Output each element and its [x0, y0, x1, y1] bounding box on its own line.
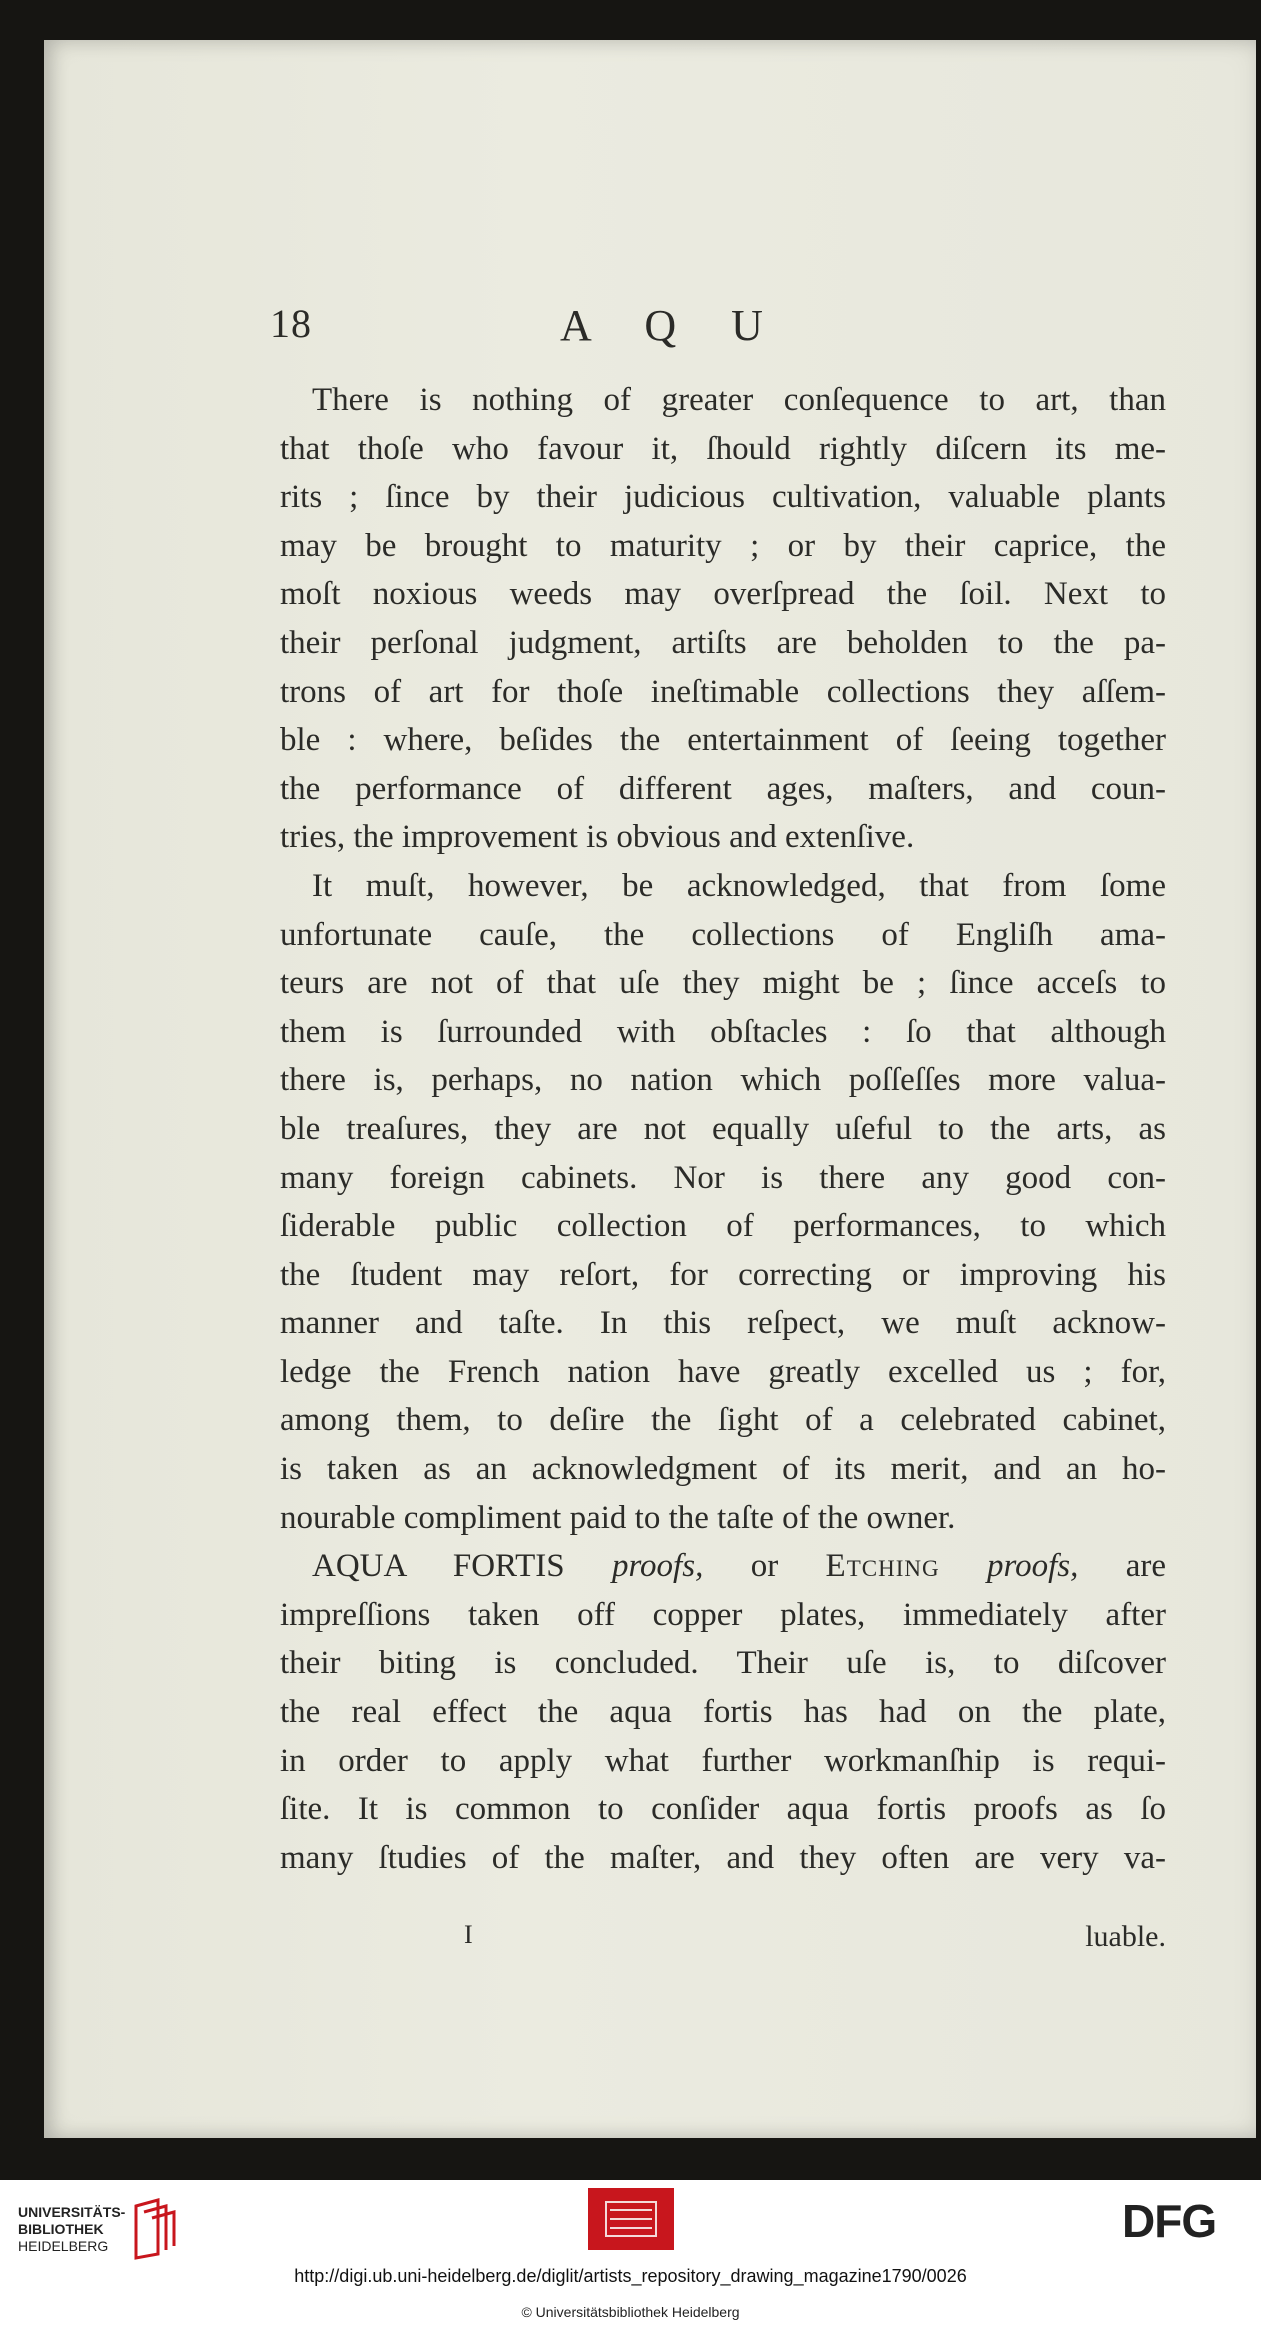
viewer-footer: [0, 2180, 1261, 2338]
text-line: nourable compliment paid to the taſte of the owner.: [280, 1499, 956, 1536]
entry-head-line: [280, 1542, 1166, 1591]
text-line: is taken as an acknowledgment of its merit, and an ho-: [280, 1451, 1166, 1488]
page-number: 18: [270, 301, 312, 346]
text-line: trons of art for thoſe ineſtimable collections they aſſem-: [280, 673, 1166, 710]
dfg-logo[interactable]: DFG: [1122, 2195, 1217, 2247]
entry-line-end: are: [1125, 1548, 1166, 1585]
library-logo[interactable]: [18, 2198, 188, 2260]
text-line: the performance of different ages, maſters, and coun-: [280, 770, 1166, 807]
badge-emblem-icon: [600, 2196, 662, 2242]
catchword-row: [280, 1920, 1166, 1960]
text-line: ſite. It is common to conſider aqua fortis proofs as ſo: [280, 1791, 1166, 1828]
library-name-line1: UNIVERSITÄTS-: [18, 2204, 126, 2220]
text-line: there is, perhaps, no nation which poſſeſſes more valua-: [280, 1062, 1166, 1099]
entry-head: AQUA FORTIS: [312, 1548, 565, 1585]
library-name-line2: BIBLIOTHEK: [18, 2221, 104, 2237]
running-head: [270, 300, 1170, 360]
text-line: There is nothing of greater conſequence to art, than: [312, 382, 1166, 418]
text-line: ledge the French nation have greatly excelled us ; for,: [280, 1353, 1166, 1390]
text-line: tries, the improvement is obvious and extenſive.: [280, 819, 915, 856]
source-url-link[interactable]: http://digi.ub.uni-heidelberg.de/diglit/artists_repository_drawing_magazine1790/0026: [294, 2266, 967, 2286]
text-line: many foreign cabinets. Nor is there any good con-: [280, 1159, 1166, 1196]
text-line: teurs are not of that uſe they might be ; ſince acceſs to: [280, 965, 1166, 1002]
entry-or: or: [750, 1548, 779, 1585]
text-line: the ſtudent may reſort, for correcting or improving his: [280, 1256, 1166, 1293]
text-line: them is ſurrounded with obſtacles : ſo that although: [280, 1013, 1166, 1050]
text-line: unfortunate cauſe, the collections of Engliſh ama-: [280, 916, 1166, 953]
library-name: [18, 2204, 125, 2255]
text-line: manner and taſte. In this reſpect, we muſt acknow-: [280, 1305, 1166, 1342]
text-line: ble treaſures, they are not equally uſeful to the arts, as: [280, 1110, 1166, 1147]
text-line: the real effect the aqua fortis has had on the plate,: [280, 1694, 1166, 1731]
text-line: in order to apply what further workmanſhip is requi-: [280, 1742, 1166, 1779]
running-title: A Q U: [560, 301, 785, 350]
text-line: their perſonal judgment, artiſts are beholden to the pa-: [280, 624, 1166, 661]
text-line: many ſtudies of the maſter, and they often are very va-: [280, 1839, 1166, 1876]
body-text: [280, 376, 1166, 1882]
text-line: that thoſe who favour it, ſhould rightly diſcern its me-: [280, 430, 1166, 467]
book-page: [44, 40, 1256, 2138]
text-line: ble : where, beſides the entertainment of ſeeing together: [280, 722, 1166, 759]
project-badge-icon[interactable]: [588, 2188, 674, 2250]
text-line: their biting is concluded. Their uſe is, to diſcover: [280, 1645, 1166, 1682]
entry-head-italic: proofs,: [611, 1548, 704, 1585]
copyright-notice: © Universitätsbibliothek Heidelberg: [521, 2304, 740, 2320]
library-emblem-icon: [126, 2198, 186, 2260]
text-line: It muſt, however, be acknowledged, that from ſome: [312, 867, 1166, 904]
text-line: moſt noxious weeds may overſpread the ſoil. Next to: [280, 576, 1166, 613]
entry-alt-head: Etching: [825, 1548, 940, 1585]
library-city: HEIDELBERG: [18, 2238, 109, 2254]
text-line: ſiderable public collection of performances, to which: [280, 1208, 1166, 1245]
text-line: impreſſions taken off copper plates, immediately after: [280, 1596, 1166, 1633]
catchword: luable.: [1085, 1920, 1166, 1953]
text-line: may be brought to maturity ; or by their caprice, the: [280, 527, 1166, 564]
signature-mark: I: [464, 1920, 473, 1949]
entry-alt-italic: proofs,: [986, 1548, 1079, 1585]
text-line: among them, to deſire the ſight of a celebrated cabinet,: [280, 1402, 1166, 1439]
text-line: rits ; ſince by their judicious cultivation, valuable plants: [280, 479, 1166, 516]
